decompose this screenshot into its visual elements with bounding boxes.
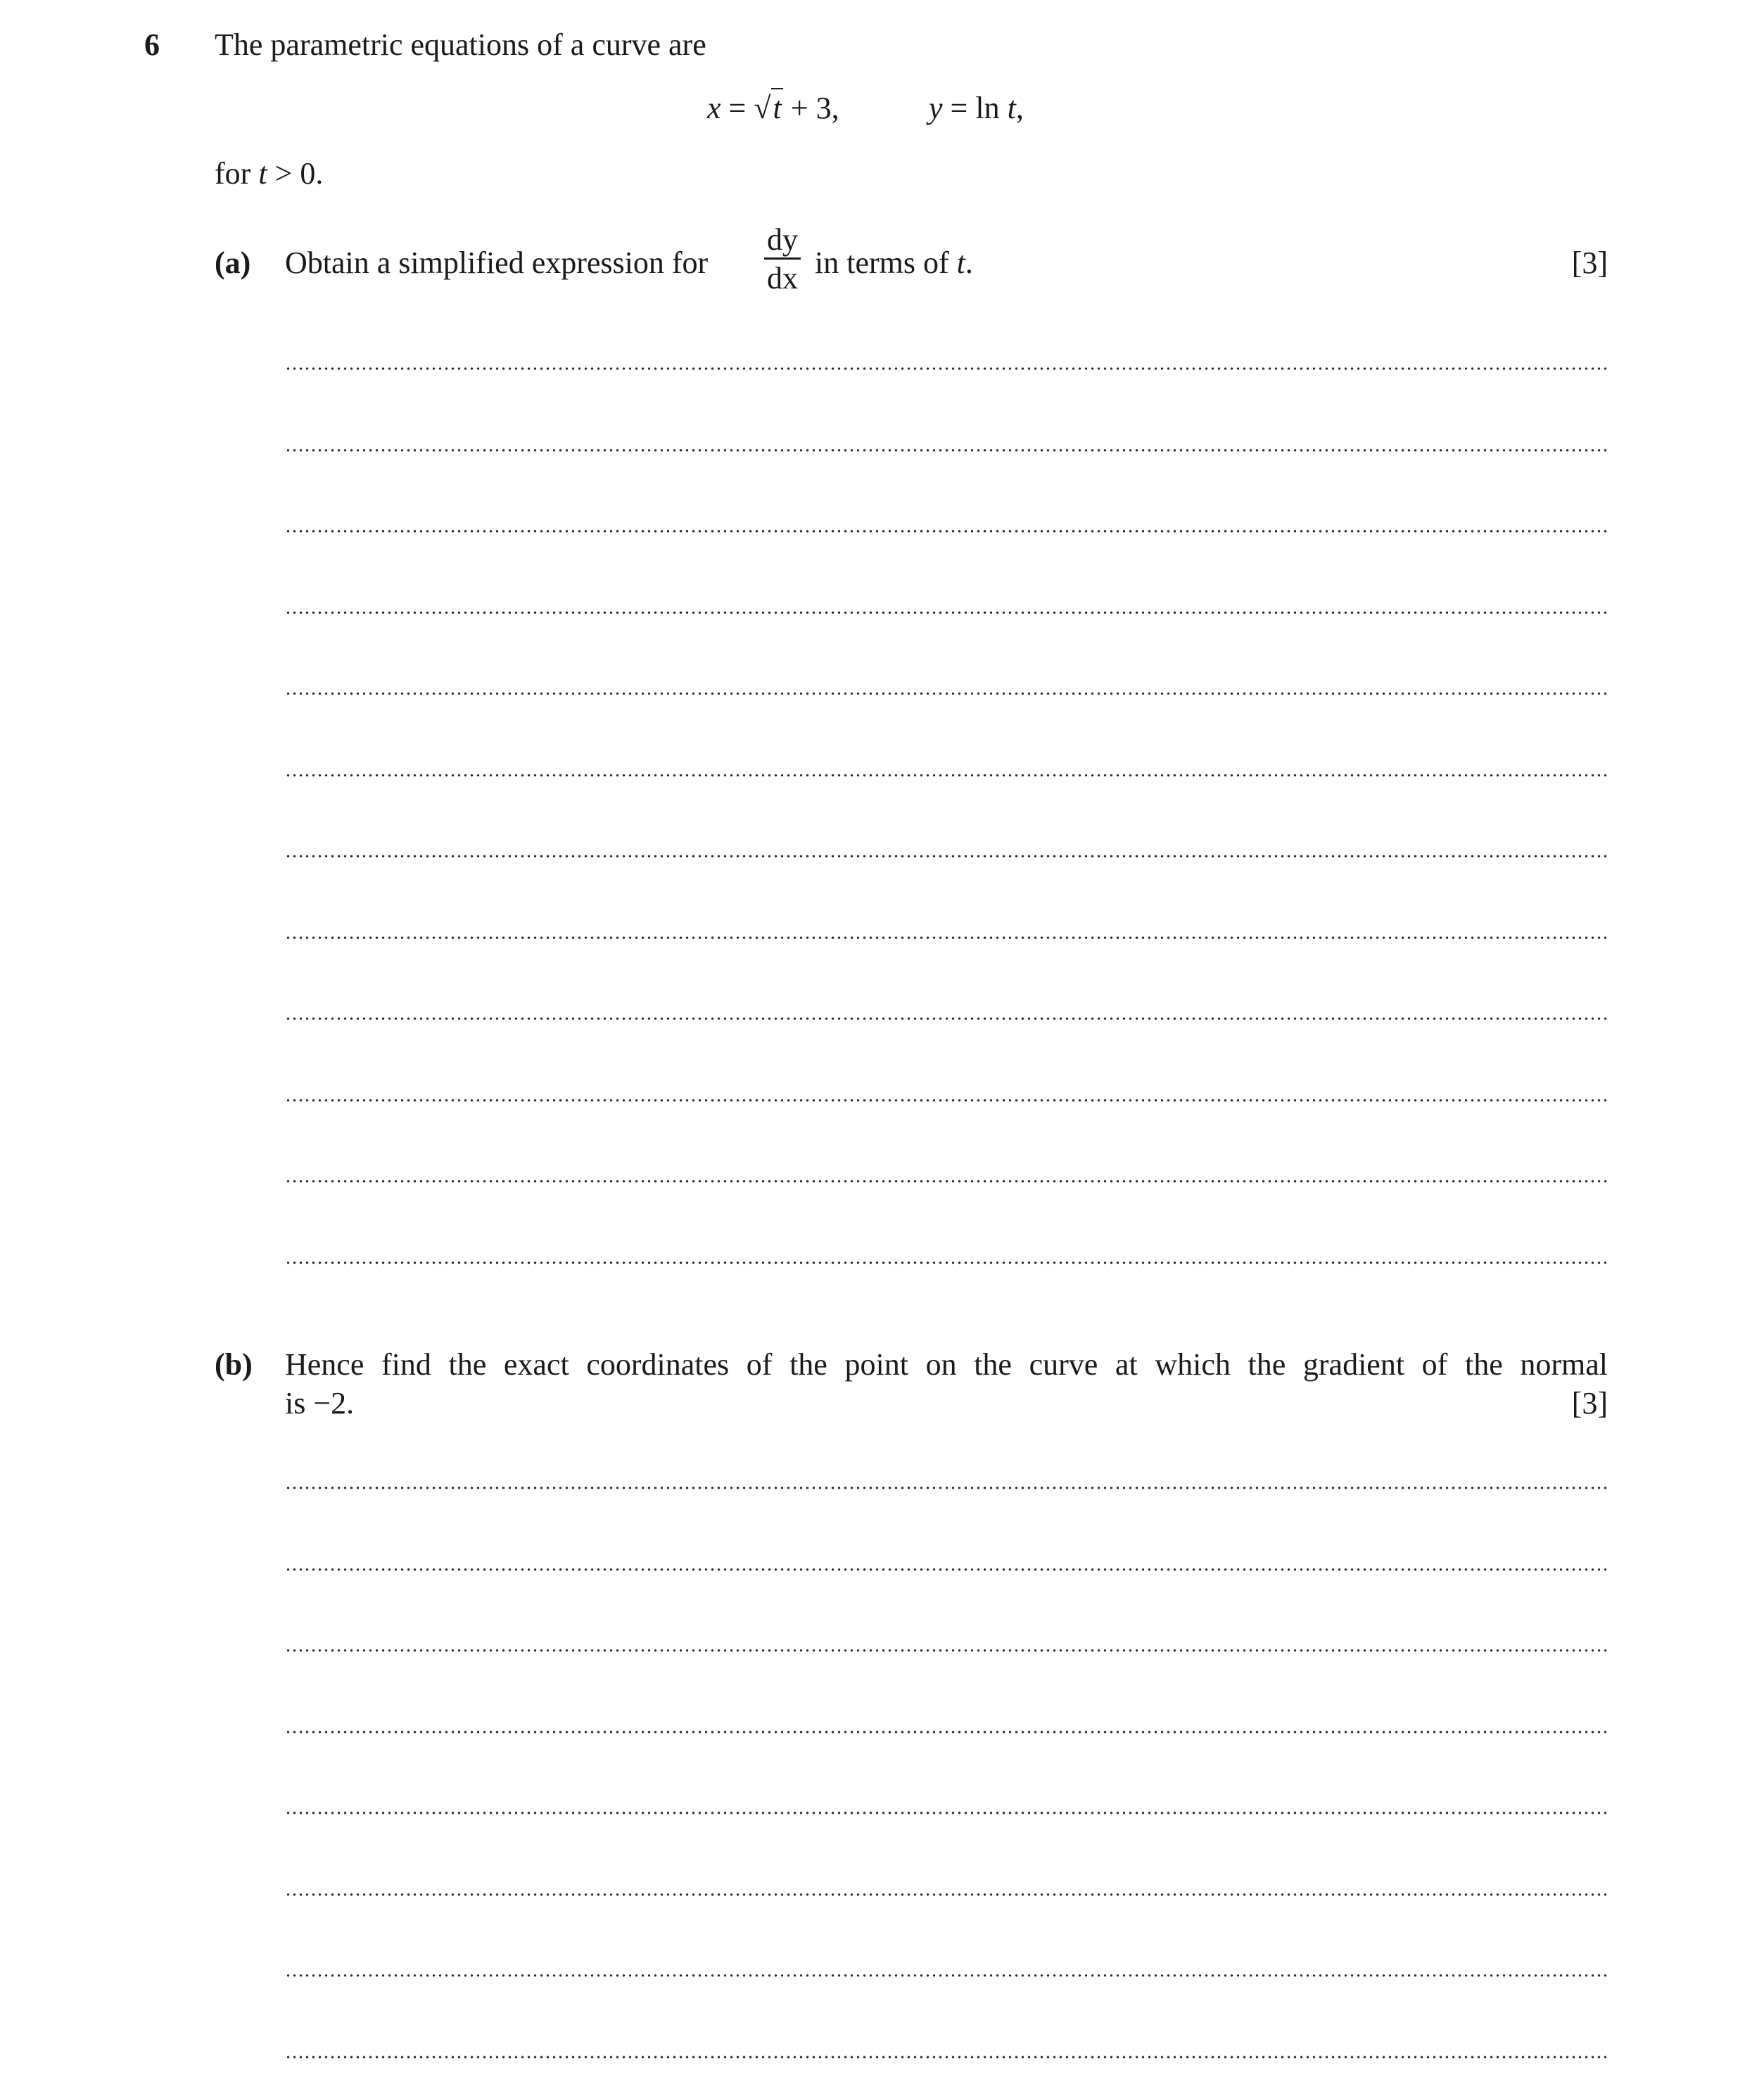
part-a-text-after <box>815 248 973 279</box>
part-a-marks: [3] <box>1571 246 1608 280</box>
answer-line[interactable] <box>285 1099 1608 1102</box>
equation-y-tail: , <box>1015 91 1024 125</box>
answer-line[interactable] <box>285 1180 1608 1183</box>
answer-line[interactable] <box>285 692 1608 695</box>
condition-prefix: for <box>215 156 251 191</box>
answer-line[interactable] <box>285 936 1608 939</box>
condition-rest: > 0. <box>274 156 324 191</box>
fraction-numerator: dy <box>767 222 798 257</box>
answer-line[interactable] <box>285 2056 1608 2058</box>
answer-line[interactable] <box>285 530 1608 533</box>
domain-condition <box>215 158 323 189</box>
part-b-text-line1: Hence find the exact coordinates of the point on the curve at which the gradient of the normal <box>285 1347 1608 1382</box>
part-a-after-text: in terms of <box>815 246 949 280</box>
question-intro: The parametric equations of a curve are <box>215 27 706 62</box>
part-a-label: (a) <box>215 246 251 280</box>
radical-sign: √ <box>754 91 771 125</box>
equation-x-rest: + 3, <box>790 91 839 125</box>
radicand: t <box>771 88 783 125</box>
part-a-tail: . <box>965 246 973 280</box>
answer-line[interactable] <box>285 774 1608 777</box>
answer-line[interactable] <box>285 611 1608 614</box>
equation-y <box>929 93 1024 124</box>
equation-y-rest: = ln <box>950 91 1000 125</box>
fraction-denominator: dx <box>767 261 798 295</box>
answer-line[interactable] <box>285 1974 1608 1977</box>
part-a-var: t <box>956 246 965 280</box>
answer-line[interactable] <box>285 1487 1608 1489</box>
answer-line[interactable] <box>285 1731 1608 1733</box>
answer-line[interactable] <box>285 1649 1608 1652</box>
answer-line[interactable] <box>285 367 1608 370</box>
condition-var: t <box>258 156 267 191</box>
equation-y-lhs: y <box>929 91 943 125</box>
part-b-text-line2: is −2. <box>285 1386 355 1420</box>
equation-y-var: t <box>1007 91 1016 125</box>
answer-line[interactable] <box>285 1017 1608 1020</box>
question-number: 6 <box>144 27 160 62</box>
answer-line[interactable] <box>285 1261 1608 1264</box>
equation-x-equals: = <box>728 91 747 125</box>
part-b-marks: [3] <box>1571 1386 1608 1420</box>
equation-x <box>707 93 839 124</box>
answer-line[interactable] <box>285 1893 1608 1896</box>
part-b-label: (b) <box>215 1347 253 1382</box>
sqrt-symbol <box>754 93 782 124</box>
answer-line[interactable] <box>285 1812 1608 1814</box>
answer-line[interactable] <box>285 1568 1608 1571</box>
part-a-text: Obtain a simplified expression for <box>285 246 709 280</box>
answer-line[interactable] <box>285 449 1608 452</box>
answer-line[interactable] <box>285 855 1608 858</box>
derivative-fraction <box>764 224 801 295</box>
equation-x-lhs: x <box>707 91 721 125</box>
fraction-bar <box>764 257 801 260</box>
